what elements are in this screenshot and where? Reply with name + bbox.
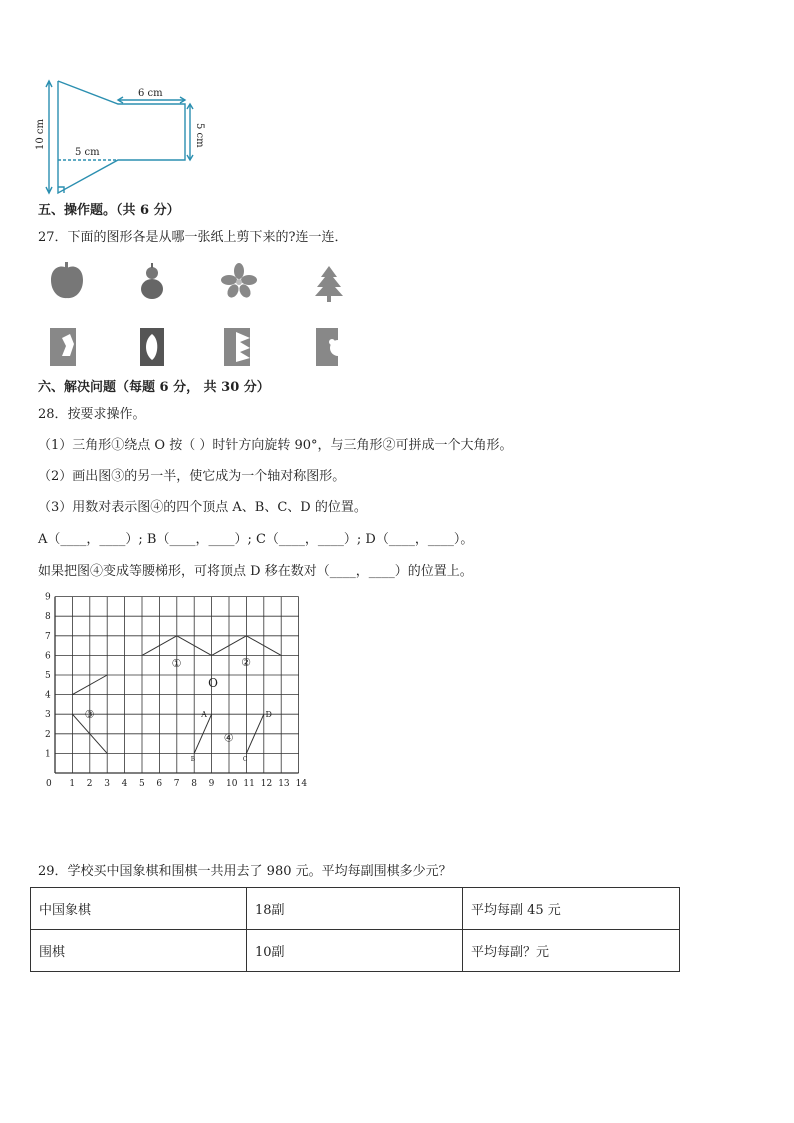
y-tick-label: 9 bbox=[45, 592, 51, 603]
x-tick-label: 3 bbox=[104, 779, 110, 789]
x-tick-label: 10 bbox=[226, 779, 238, 789]
x-tick-label: 6 bbox=[156, 779, 163, 789]
figure-4-label: ④ bbox=[223, 731, 234, 745]
point-a-label: A bbox=[201, 710, 207, 720]
point-c-label: C bbox=[242, 756, 248, 764]
y-tick-label: 8 bbox=[45, 612, 51, 623]
x-tick-label: 4 bbox=[121, 779, 128, 789]
point-d-label: D bbox=[265, 710, 272, 720]
table-cell: 平均每副 45 元 bbox=[463, 888, 680, 930]
x-tick-label: 2 bbox=[86, 779, 93, 789]
q29-text: 29．学校买中国象棋和围棋一共用去了 980 元。平均每副围棋多少元？ bbox=[38, 864, 452, 879]
x-tick-label: 11 bbox=[243, 779, 255, 789]
point-b-label: B bbox=[190, 756, 196, 764]
trapezoid-label-right: 5 cm bbox=[194, 123, 205, 148]
x-tick-label: 14 bbox=[295, 779, 308, 789]
figure-2-label: ② bbox=[241, 656, 252, 670]
x-tick-label: 12 bbox=[260, 779, 273, 789]
section5-title: 五、操作题。（共 6 分） bbox=[38, 203, 180, 218]
y-tick-label: 1 bbox=[45, 749, 51, 760]
flower-icon bbox=[221, 263, 257, 300]
figure-1-label: ① bbox=[171, 657, 182, 671]
table-cell: 平均每副？元 bbox=[463, 930, 680, 972]
gourd-icon bbox=[141, 263, 163, 299]
q27-papers-bottom bbox=[48, 326, 368, 368]
trapezoid-label-top: 6 cm bbox=[138, 88, 163, 99]
trapezoid-label-left: 10 cm bbox=[35, 119, 46, 150]
table-cell: 18副 bbox=[247, 888, 463, 930]
point-o-label: O bbox=[208, 675, 218, 690]
table-cell: 10副 bbox=[247, 930, 463, 972]
q28-step3: （3）用数对表示图④的四个顶点 A、B、C、D 的位置。 bbox=[38, 500, 367, 515]
x-tick-label: 7 bbox=[173, 779, 180, 789]
table-row bbox=[31, 888, 680, 930]
y-tick-label: 3 bbox=[45, 710, 51, 721]
y-tick-label: 2 bbox=[45, 729, 51, 740]
figure-3-label: ③ bbox=[84, 708, 95, 722]
paper-leaf-icon bbox=[50, 328, 76, 366]
x-tick-label: 5 bbox=[139, 779, 145, 789]
q28-step2: （2）画出图③的另一半，使它成为一个轴对称图形。 bbox=[38, 469, 346, 484]
table-cell: 围棋 bbox=[31, 930, 247, 972]
q29-table bbox=[30, 887, 680, 972]
y-tick-label: 4 bbox=[45, 690, 51, 701]
x-tick-label: 8 bbox=[191, 779, 197, 789]
x-tick-label: 0 bbox=[46, 779, 52, 789]
trapezoid-figure bbox=[35, 75, 210, 200]
q28-intro: 28．按要求操作。 bbox=[38, 407, 146, 422]
q28-step1: （1）三角形①绕点 O 按（ ）时针方向旋转 90°，与三角形②可拼成一个大角形。 bbox=[38, 438, 513, 453]
paper-moon-icon bbox=[140, 328, 164, 366]
y-tick-label: 6 bbox=[45, 651, 51, 662]
q27-text: 27．下面的图形各是从哪一张纸上剪下来的?连一连． bbox=[38, 230, 348, 245]
q27-shapes-top bbox=[45, 262, 365, 304]
paper-tree-icon bbox=[224, 328, 250, 366]
trapezoid-label-bottom: 5 cm bbox=[75, 147, 100, 158]
x-tick-label: 13 bbox=[278, 779, 290, 789]
section6-title: 六、解决问题（每题 6 分， 共 30 分） bbox=[38, 380, 270, 395]
tree-icon bbox=[315, 266, 343, 302]
paper-flower-icon bbox=[316, 328, 346, 366]
table-cell: 中国象棋 bbox=[31, 888, 247, 930]
x-tick-label: 1 bbox=[69, 779, 76, 789]
table-row bbox=[31, 930, 680, 972]
apple-icon bbox=[51, 262, 83, 298]
y-tick-label: 7 bbox=[45, 631, 51, 642]
y-tick-label: 5 bbox=[45, 671, 51, 681]
x-tick-label: 9 bbox=[208, 779, 215, 789]
q28-trapezoid-line: 如果把图④变成等腰梯形，可将顶点 D 移在数对（____，____）的位置上。 bbox=[38, 564, 473, 579]
coordinate-grid bbox=[40, 588, 310, 790]
q28-coords-line: A（____，____）; B（____，____）; C（____，____）; D（____，____）。 bbox=[38, 532, 474, 547]
